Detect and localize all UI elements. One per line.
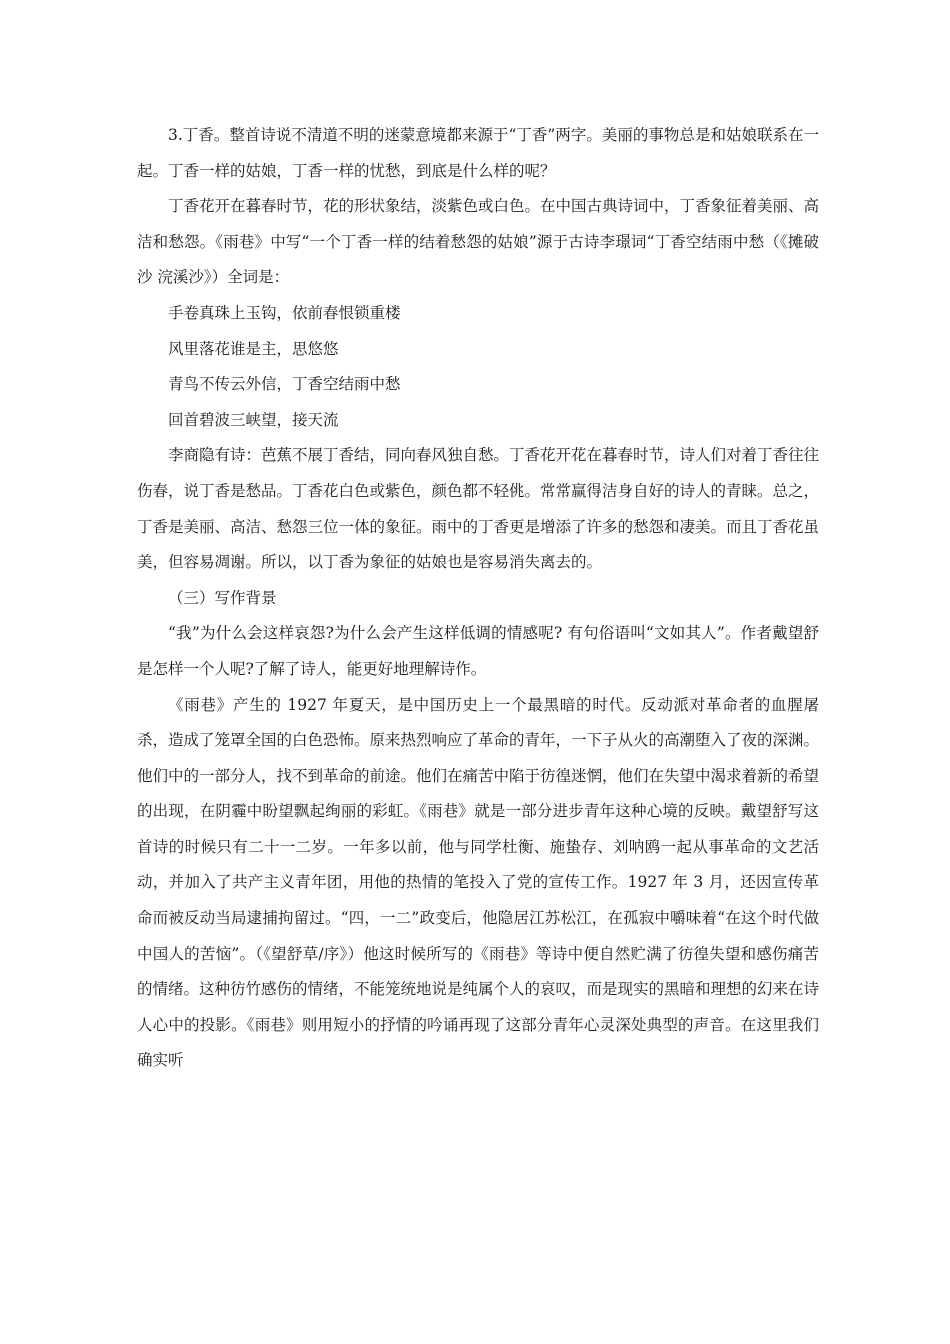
poem-line-3: 青鸟不传云外信，丁香空结雨中愁 — [168, 375, 401, 394]
document-page — [137, 118, 819, 1079]
paragraph-li-shangyin: 李商隐有诗：芭蕉不展丁香结，同向春风独自愁。丁香花开花在暮春时节，诗人们对着丁香往往伤春，说丁香是愁品。丁香花白色或紫色，颜色都不轻佻。常常赢得洁身自好的诗人的青睐。总之，丁香是美丽、高洁、愁怨三位一体的象征。雨中的丁香更是增添了许多的愁怨和凄美。而且丁香花虽美，但容易凋谢。所以，以丁香为象征的姑娘也是容易消失离去的。 — [137, 446, 820, 572]
section-heading-background: （三）写作背景 — [168, 588, 277, 607]
paragraph-lilac-intro: 3.丁香。整首诗说不清道不明的迷蒙意境都来源于“丁香”两字。美丽的事物总是和姑娘联系在一起。丁香一样的姑娘，丁香一样的忧愁，到底是什么样的呢？ — [137, 126, 819, 180]
paragraph-author-question: “我”为什么会这样哀怨?为什么会产生这样低调的情感呢? 有句俗语叫“文如其人”。作者戴望舒是怎样一个人呢?了解了诗人，能更好地理解诗作。 — [137, 624, 819, 678]
paragraph-historical-context: 《雨巷》产生的 1927 年夏天，是中国历史上一个最黑暗的时代。反动派对革命者的血腥屠杀，造成了笼罩全国的白色恐怖。原来热烈响应了革命的青年，一下子从火的高潮堕入了夜的深渊。他们中的一部分人，找不到革命的前途。他们在痛苦中陷于彷徨迷惘，他们在失望中渴求着新的希望的出现，在阴霾中盼望飘起绚丽的彩虹。《雨巷》就是一部分进步青年这种心境的反映。戴望舒写这首诗的时候只有二十一二岁。一年多以前，他与同学杜衡、施蛰存、刘呐鸥一起从事革命的文艺活动，并加入了共产主义青年团，用他的热情的笔投入了党的宣传工作。1927 年 3 月，还因宣传革命而被反动当局逮捕拘留过。“四，一二”政变后，他隐居江苏松江，在孤寂中嚼味着“在这个时代做中国人的苦恼”。（《望舒草/序》）他这时候所写的《雨巷》等诗中便自然贮满了彷徨失望和感伤痛苦的情绪。这种彷竹感伤的情绪，不能笼统地说是纯属个人的哀叹，而是现实的黑暗和理想的幻来在诗人心中的投影。《雨巷》则用短小的抒情的吟诵再现了这部分青年心灵深处典型的声音。在这里我们确实听 — [137, 695, 820, 1070]
paragraph-lilac-symbol: 丁香花开在暮春时节，花的形状象结，淡紫色或白色。在中国古典诗词中，丁香象征着美丽、高洁和愁怨。《雨巷》中写“一个丁香一样的结着愁怨的姑娘”源于古诗李璟词“丁香空结雨中愁（《摊破沙 浣溪沙》）全词是： — [137, 197, 820, 287]
poem-line-2: 风里落花谁是主，思悠悠 — [168, 339, 339, 358]
poem-line-4: 回首碧波三峡望，接天流 — [168, 410, 339, 429]
poem-line-1: 手卷真珠上玉钩，依前春恨锁重楼 — [168, 303, 401, 322]
